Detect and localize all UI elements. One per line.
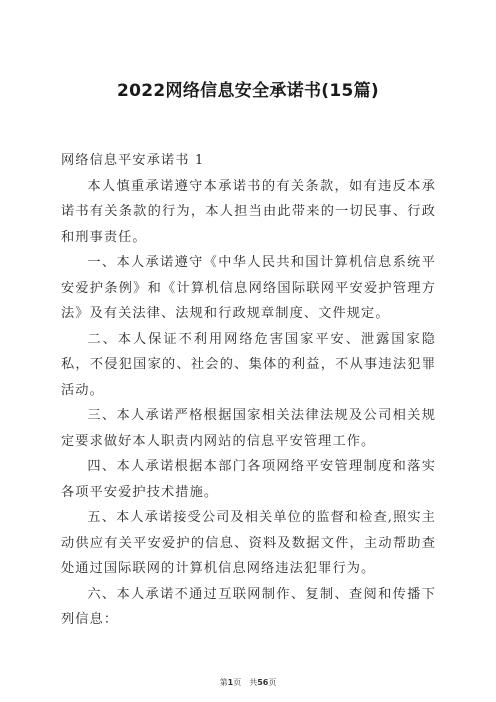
paragraph-item-4: 四、本人承诺根据本部门各项网络平安管理制度和落实各项平安爱护技术措施。: [61, 459, 436, 500]
paragraph-item-3: 三、本人承诺严格根据国家相关法律法规及公司相关规定要求做好本人职责内网站的信息平安管理工作。: [61, 408, 436, 449]
document-body: [61, 148, 436, 633]
footer-page-number: 1: [227, 678, 234, 687]
paragraph-item-1: 一、本人承诺遵守《中华人民共和国计算机信息系统平安爱护条例》和《计算机信息网络国际联网平安爱护管理方法》及有关法律、法规和行政规章制度、文件规定。: [61, 255, 436, 321]
paragraph-item-6: 六、本人承诺不通过互联网制作、复制、查阅和传播下列信息：: [61, 586, 436, 627]
paragraph-item-5: 五、本人承诺接受公司及相关单位的监督和检查,照实主动供应有关平安爱护的信息、资料及数据文件，主动帮助查处通过国际联网的计算机信息网络违法犯罪行为。: [61, 510, 436, 576]
paragraph-item-2: 二、本人保证不利用网络危害国家平安、泄露国家隐私，不侵犯国家的、社会的、集体的利益，不从事违法犯罪活动。: [61, 331, 436, 398]
footer-total-pages: 56: [257, 678, 269, 687]
document-title: 2022网络信息安全承诺书(15篇): [117, 81, 379, 101]
footer-middle: 页 共: [233, 678, 258, 687]
footer-prefix: 第: [219, 678, 228, 687]
section-heading: 网络信息平安承诺书 1: [61, 153, 205, 168]
footer-suffix: 页: [268, 678, 277, 687]
paragraph-intro: 本人慎重承诺遵守本承诺书的有关条款，如有违反本承诺书有关条款的行为，本人担当由此带来的一切民事、行政和刑事责任。: [61, 178, 436, 245]
page-footer: [0, 677, 496, 688]
